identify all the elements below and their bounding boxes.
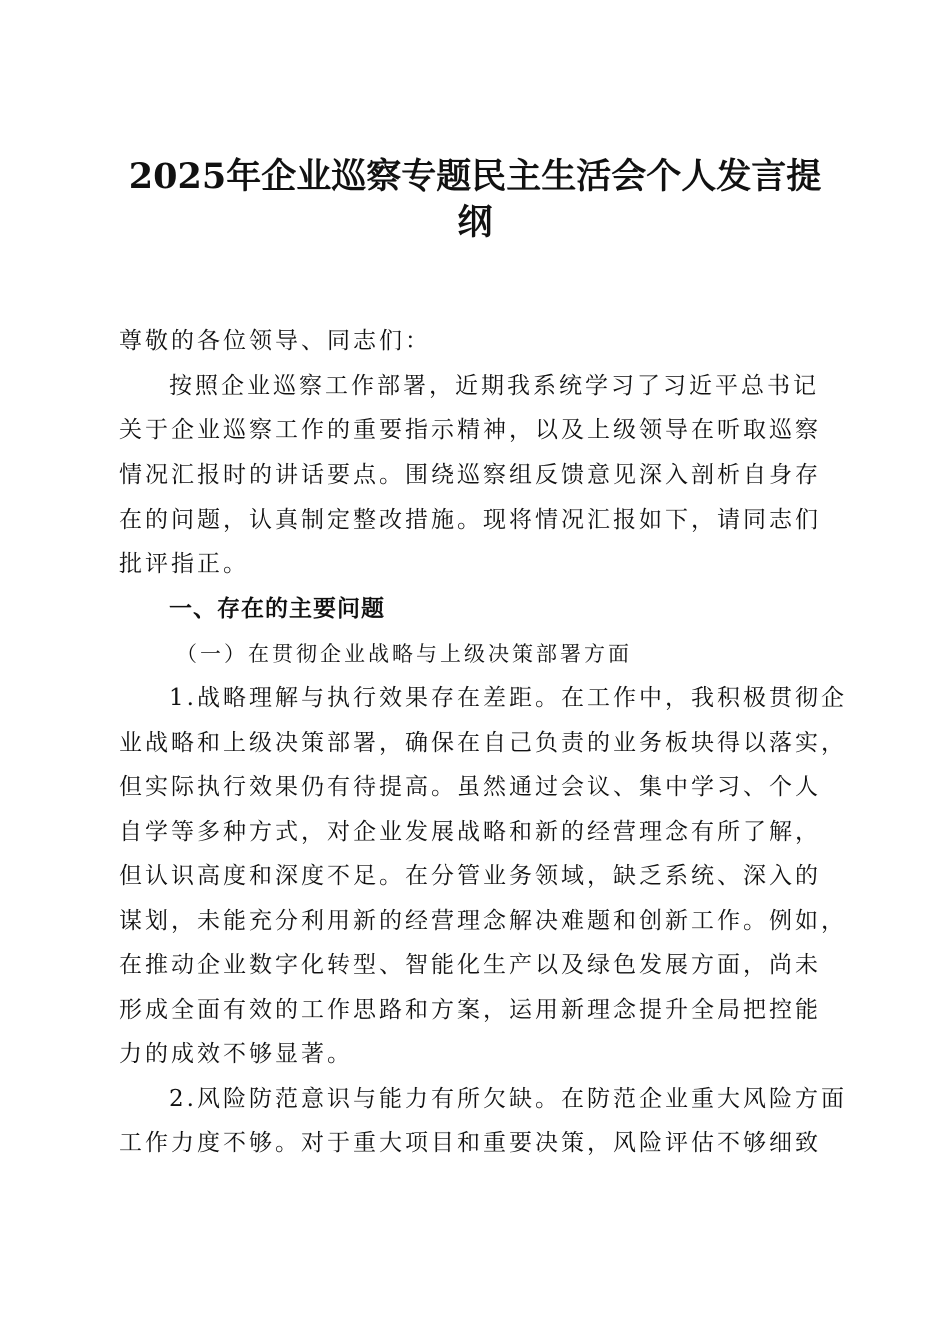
intro-line: 批评指正。	[119, 551, 249, 577]
item2-line: 2.风险防范意识与能力有所欠缺。在防范企业重大风险方面	[169, 1086, 847, 1112]
intro-line: 按照企业巡察工作部署，近期我系统学习了习近平总书记	[169, 373, 819, 399]
document-title-line2: 纲	[457, 202, 493, 243]
item2-line: 工作力度不够。对于重大项目和重要决策，风险评估不够细致	[119, 1130, 821, 1156]
subsection-heading: （一）在贯彻企业战略与上级决策部署方面	[176, 642, 632, 666]
intro-line: 在的问题，认真制定整改措施。现将情况汇报如下，请同志们	[119, 507, 821, 533]
item1-line: 谋划，未能充分利用新的经营理念解决难题和创新工作。例如，	[119, 908, 847, 934]
item1-line: 但认识高度和深度不足。在分管业务领域，缺乏系统、深入的	[119, 863, 821, 889]
greeting: 尊敬的各位领导、同志们：	[119, 328, 431, 354]
item1-line: 形成全面有效的工作思路和方案，运用新理念提升全局把控能	[119, 997, 821, 1023]
item1-line: 在推动企业数字化转型、智能化生产以及绿色发展方面，尚未	[119, 952, 821, 978]
item1-line: 但实际执行效果仍有待提高。虽然通过会议、集中学习、个人	[119, 774, 821, 800]
item1-line: 业战略和上级决策部署，确保在自己负责的业务板块得以落实，	[119, 730, 847, 756]
intro-line: 关于企业巡察工作的重要指示精神，以及上级领导在听取巡察	[119, 417, 821, 443]
section-heading: 一、存在的主要问题	[169, 596, 385, 622]
item1-line: 1.战略理解与执行效果存在差距。在工作中，我积极贯彻企	[169, 685, 847, 711]
item1-line: 力的成效不够显著。	[119, 1041, 353, 1067]
document-title-line1: 2025年企业巡察专题民主生活会个人发言提	[128, 156, 822, 197]
intro-line: 情况汇报时的讲话要点。围绕巡察组反馈意见深入剖析自身存	[119, 462, 821, 488]
item1-line: 自学等多种方式，对企业发展战略和新的经营理念有所了解，	[119, 819, 821, 845]
